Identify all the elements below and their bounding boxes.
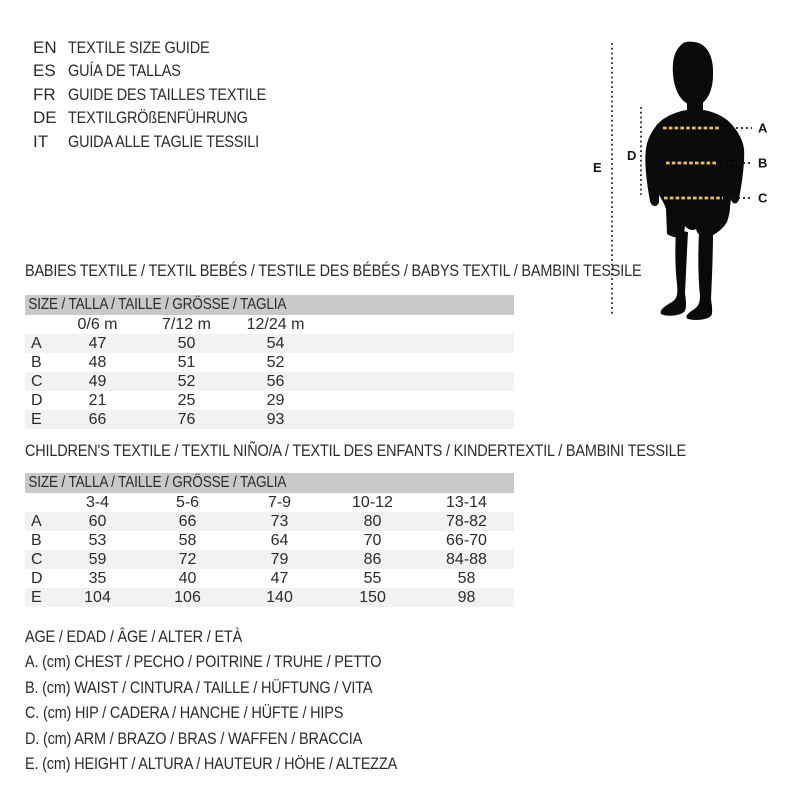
cell: 50	[177, 334, 196, 352]
cell: 140	[266, 588, 293, 606]
cell: 52	[177, 372, 196, 390]
cell: 86	[363, 550, 382, 568]
babies-section-heading	[25, 261, 750, 281]
cell: 70	[363, 531, 382, 549]
legend-text: C. (cm) HIP / CADERA / HANCHE / HÜFTE / HIPS	[25, 703, 344, 723]
table-row	[25, 372, 514, 391]
cell: 93	[266, 410, 285, 428]
measure-label-c: C	[758, 190, 768, 206]
children-section-heading	[25, 441, 800, 461]
legend-text: E. (cm) HEIGHT / ALTURA / HAUTEUR / HÖHE / ALTEZZA	[25, 754, 398, 774]
children-size-header-bar	[25, 473, 514, 493]
size-header-text: SIZE / TALLA / TAILLE / GRÖSSE / TAGLIA	[28, 296, 287, 313]
lang-code: EN	[33, 37, 57, 57]
legend-text: AGE / EDAD / ÂGE / ALTER / ETÀ	[25, 626, 243, 646]
cell: 59	[88, 550, 107, 568]
lang-code: DE	[33, 108, 57, 128]
table-row	[25, 353, 514, 372]
babies-column-header-row	[25, 315, 514, 334]
lang-code: FR	[33, 84, 56, 104]
cell: 106	[174, 588, 201, 606]
cell: 64	[270, 531, 289, 549]
cell: 98	[457, 588, 476, 606]
cell: 84-88	[446, 550, 487, 568]
cell: 47	[270, 569, 289, 587]
cell: 78-82	[446, 512, 487, 530]
cell: 80	[363, 512, 382, 530]
legend-line	[25, 675, 463, 701]
lang-label: GUÍA DE TALLAS	[68, 61, 181, 81]
cell: 55	[363, 569, 382, 587]
cell: 29	[266, 391, 285, 409]
cell: 21	[88, 391, 107, 409]
row-label: C	[31, 550, 43, 568]
row-label: A	[31, 334, 42, 352]
table-row	[25, 391, 514, 410]
cell: 48	[88, 353, 107, 371]
babies-heading-text: BABIES TEXTILE / TEXTIL BEBÉS / TESTILE DES BÉBÉS / BABYS TEXTIL / BAMBINI TESSILE	[25, 261, 642, 280]
measurement-figure	[580, 20, 800, 340]
measurement-legend	[25, 624, 463, 777]
lang-row-en	[33, 36, 301, 60]
legend-line	[25, 701, 463, 727]
cell: 66	[178, 512, 197, 530]
column-header: 13-14	[446, 493, 487, 511]
row-label: B	[31, 531, 42, 549]
measure-label-d: D	[627, 148, 637, 163]
table-row	[25, 512, 514, 531]
legend-line	[25, 726, 463, 752]
lang-label: TEXTILGRÖßENFÜHRUNG	[68, 108, 248, 128]
lang-label: GUIDA ALLE TAGLIE TESSILI	[68, 131, 259, 151]
cell: 56	[266, 372, 285, 390]
lang-code: IT	[33, 131, 49, 151]
cell: 35	[88, 569, 107, 587]
legend-line	[25, 752, 463, 778]
row-label: B	[31, 353, 42, 371]
column-header: 0/6 m	[77, 315, 118, 333]
legend-text: B. (cm) WAIST / CINTURA / TAILLE / HÜFTUNG / VITA	[25, 677, 373, 697]
child-silhouette-diagram	[580, 20, 800, 340]
cell: 73	[270, 512, 289, 530]
cell: 49	[88, 372, 107, 390]
cell: 51	[177, 353, 196, 371]
lang-row-it	[33, 130, 301, 154]
cell: 58	[178, 531, 197, 549]
children-heading-text: CHILDREN'S TEXTILE / TEXTIL NIÑO/A / TEXTIL DES ENFANTS / KINDERTEXTIL / BAMBINI TESSILE	[25, 441, 686, 460]
cell: 58	[457, 569, 476, 587]
babies-size-header-bar	[25, 295, 514, 315]
children-size-table	[25, 473, 514, 607]
cell: 53	[88, 531, 107, 549]
row-label: C	[31, 372, 43, 390]
cell: 54	[266, 334, 285, 352]
column-header: 7-9	[267, 493, 292, 511]
measure-label-b: B	[758, 155, 768, 171]
column-header: 10-12	[352, 493, 393, 511]
table-row	[25, 410, 514, 429]
column-header: 3-4	[85, 493, 110, 511]
row-label: E	[31, 588, 42, 606]
row-label: E	[31, 410, 42, 428]
legend-text: A. (cm) CHEST / PECHO / POITRINE / TRUHE / PETTO	[25, 652, 382, 672]
language-list	[33, 36, 301, 154]
cell: 25	[177, 391, 196, 409]
column-header: 7/12 m	[162, 315, 211, 333]
lang-row-de	[33, 107, 301, 131]
legend-age-line	[25, 624, 463, 650]
row-label: A	[31, 512, 42, 530]
lang-row-es	[33, 60, 301, 84]
table-row	[25, 531, 514, 550]
table-row	[25, 334, 514, 353]
cell: 104	[84, 588, 111, 606]
cell: 66	[88, 410, 107, 428]
children-column-header-row	[25, 493, 514, 512]
row-label: D	[31, 391, 43, 409]
size-header-text: SIZE / TALLA / TAILLE / GRÖSSE / TAGLIA	[28, 474, 287, 491]
cell: 47	[88, 334, 107, 352]
lang-row-fr	[33, 83, 301, 107]
table-row	[25, 588, 514, 607]
lang-code: ES	[33, 61, 56, 81]
measure-label-a: A	[758, 120, 768, 136]
row-label: D	[31, 569, 43, 587]
cell: 72	[178, 550, 197, 568]
legend-line	[25, 650, 463, 676]
cell: 40	[178, 569, 197, 587]
cell: 79	[270, 550, 289, 568]
cell: 66-70	[446, 531, 487, 549]
measure-label-e: E	[593, 160, 602, 175]
babies-size-table	[25, 295, 514, 429]
legend-text: D. (cm) ARM / BRAZO / BRAS / WAFFEN / BRACCIA	[25, 728, 363, 748]
column-header: 5-6	[175, 493, 200, 511]
cell: 76	[177, 410, 196, 428]
cell: 60	[88, 512, 107, 530]
table-row	[25, 550, 514, 569]
cell: 150	[359, 588, 386, 606]
cell: 52	[266, 353, 285, 371]
lang-label: TEXTILE SIZE GUIDE	[68, 37, 210, 57]
lang-label: GUIDE DES TAILLES TEXTILE	[68, 84, 267, 104]
column-header: 12/24 m	[246, 315, 305, 333]
table-row	[25, 569, 514, 588]
